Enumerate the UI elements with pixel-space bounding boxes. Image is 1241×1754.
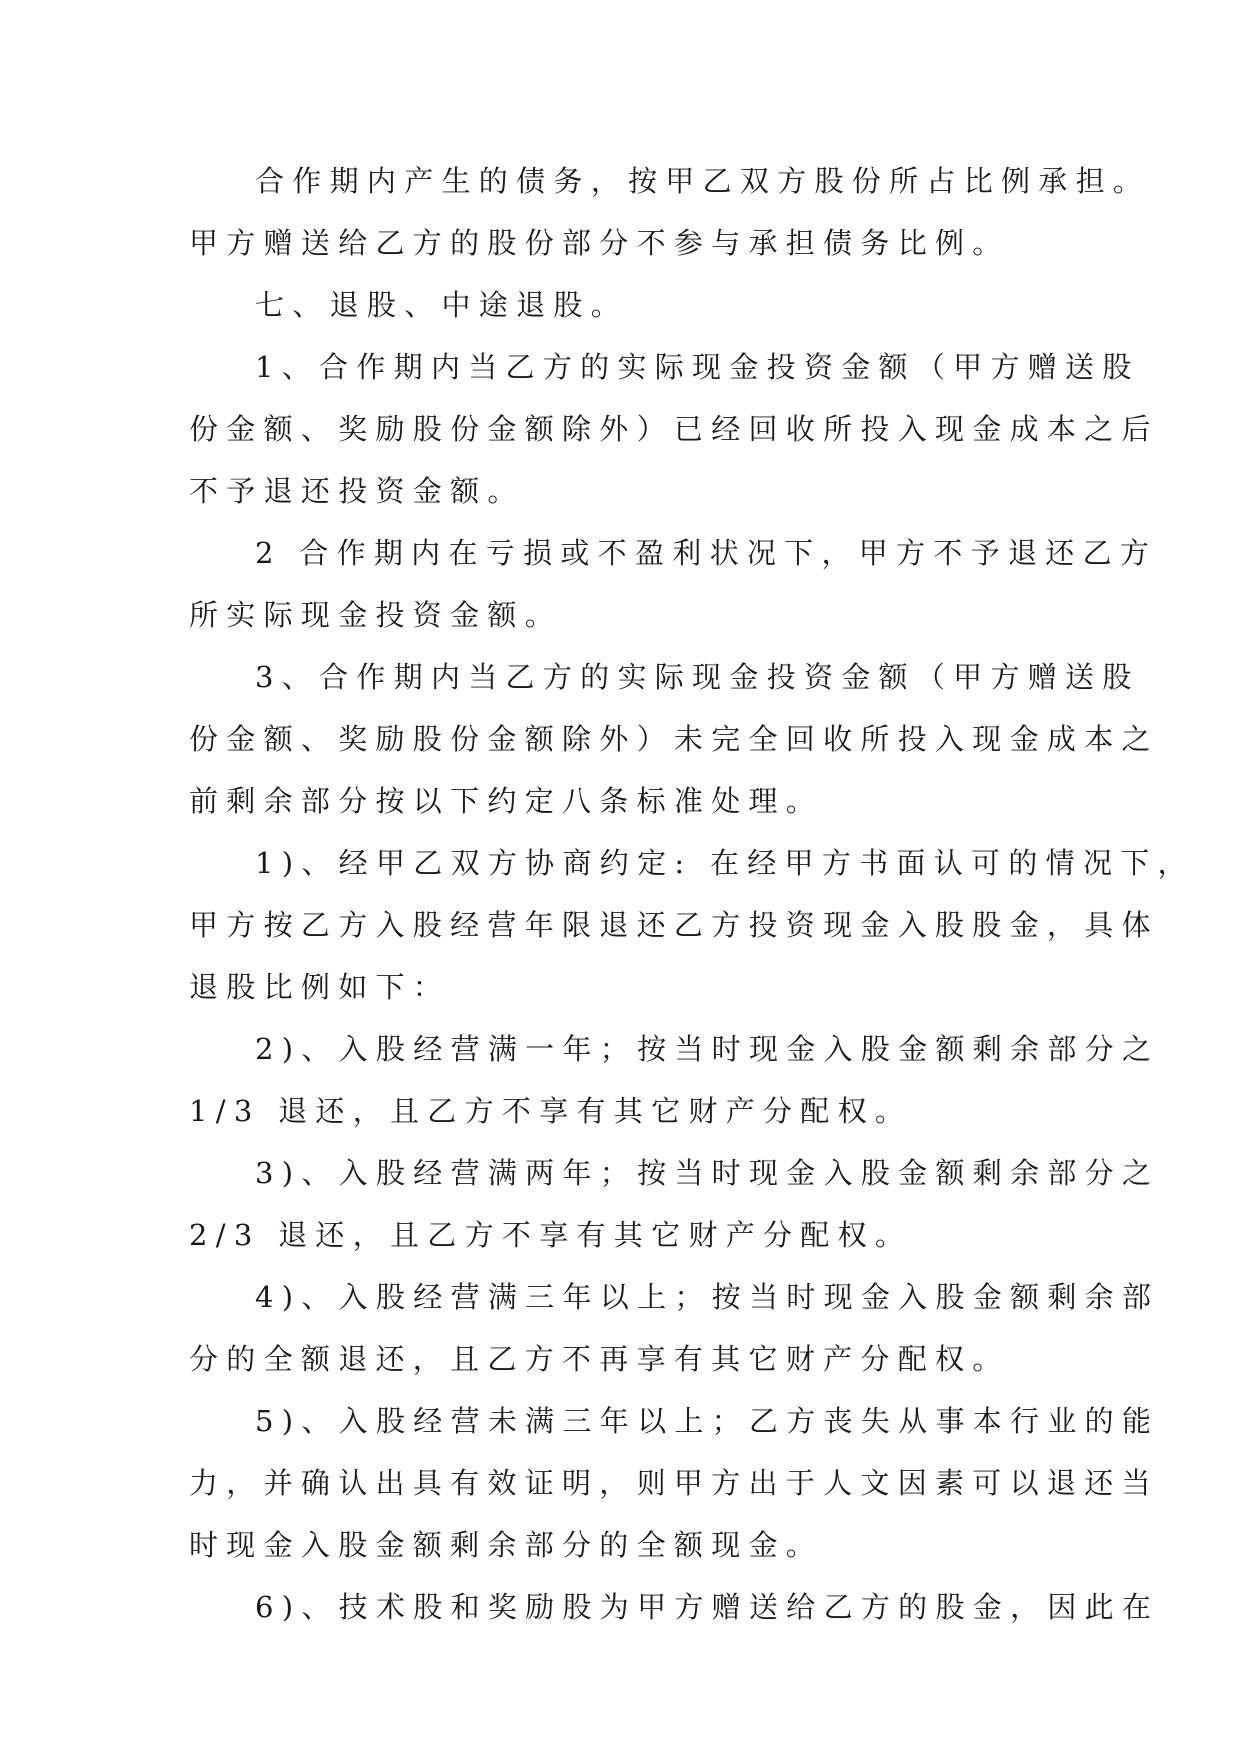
text-line: 4)、入股经营满三年以上；按当时现金入股金额剩余部 — [255, 1280, 1160, 1314]
text-line: 2)、入股经营满一年；按当时现金入股金额剩余部分之 — [255, 1032, 1160, 1066]
text-line: 1/3 退还，且乙方不享有其它财产分配权。 — [189, 1094, 913, 1128]
text-line: 份金额、奖励股份金额除外）已经回收所投入现金成本之后 — [189, 412, 1159, 446]
text-line: 6)、技术股和奖励股为甲方赠送给乙方的股金，因此在 — [255, 1590, 1160, 1624]
text-line: 3)、入股经营满两年；按当时现金入股金额剩余部分之 — [255, 1156, 1160, 1190]
text-line: 退股比例如下： — [189, 970, 451, 1004]
text-line: 不予退还投资金额。 — [189, 474, 525, 508]
text-line: 前剩余部分按以下约定八条标准处理。 — [189, 784, 824, 818]
text-line: 份金额、奖励股份金额除外）未完全回收所投入现金成本之 — [189, 722, 1159, 756]
text-line: 1)、经甲乙双方协商约定: 在经甲方书面认可的情况下， — [255, 846, 1195, 880]
text-line: 1、合作期内当乙方的实际现金投资金额（甲方赠送股 — [255, 350, 1140, 384]
text-line: 3、合作期内当乙方的实际现金投资金额（甲方赠送股 — [255, 660, 1140, 694]
document-body — [189, 150, 1195, 1638]
text-line: 七、退股、中途退股。 — [255, 288, 629, 322]
text-line: 时现金入股金额剩余部分的全额现金。 — [189, 1528, 824, 1562]
text-line: 力，并确认出具有效证明，则甲方出于人文因素可以退还当 — [189, 1466, 1159, 1500]
text-line: 2 合作期内在亏损或不盈利状况下，甲方不予退还乙方 — [255, 536, 1158, 570]
text-line: 合作期内产生的债务，按甲乙双方股份所占比例承担。 — [255, 164, 1151, 198]
text-line: 甲方按乙方入股经营年限退还乙方投资现金入股股金，具体 — [189, 908, 1159, 942]
text-line: 分的全额退还，且乙方不再享有其它财产分配权。 — [189, 1342, 1010, 1376]
text-line: 所实际现金投资金额。 — [189, 598, 563, 632]
text-line: 5)、入股经营未满三年以上；乙方丧失从事本行业的能 — [255, 1404, 1160, 1438]
text-line: 2/3 退还，且乙方不享有其它财产分配权。 — [189, 1218, 913, 1252]
text-line: 甲方赠送给乙方的股份部分不参与承担债务比例。 — [189, 226, 1010, 260]
